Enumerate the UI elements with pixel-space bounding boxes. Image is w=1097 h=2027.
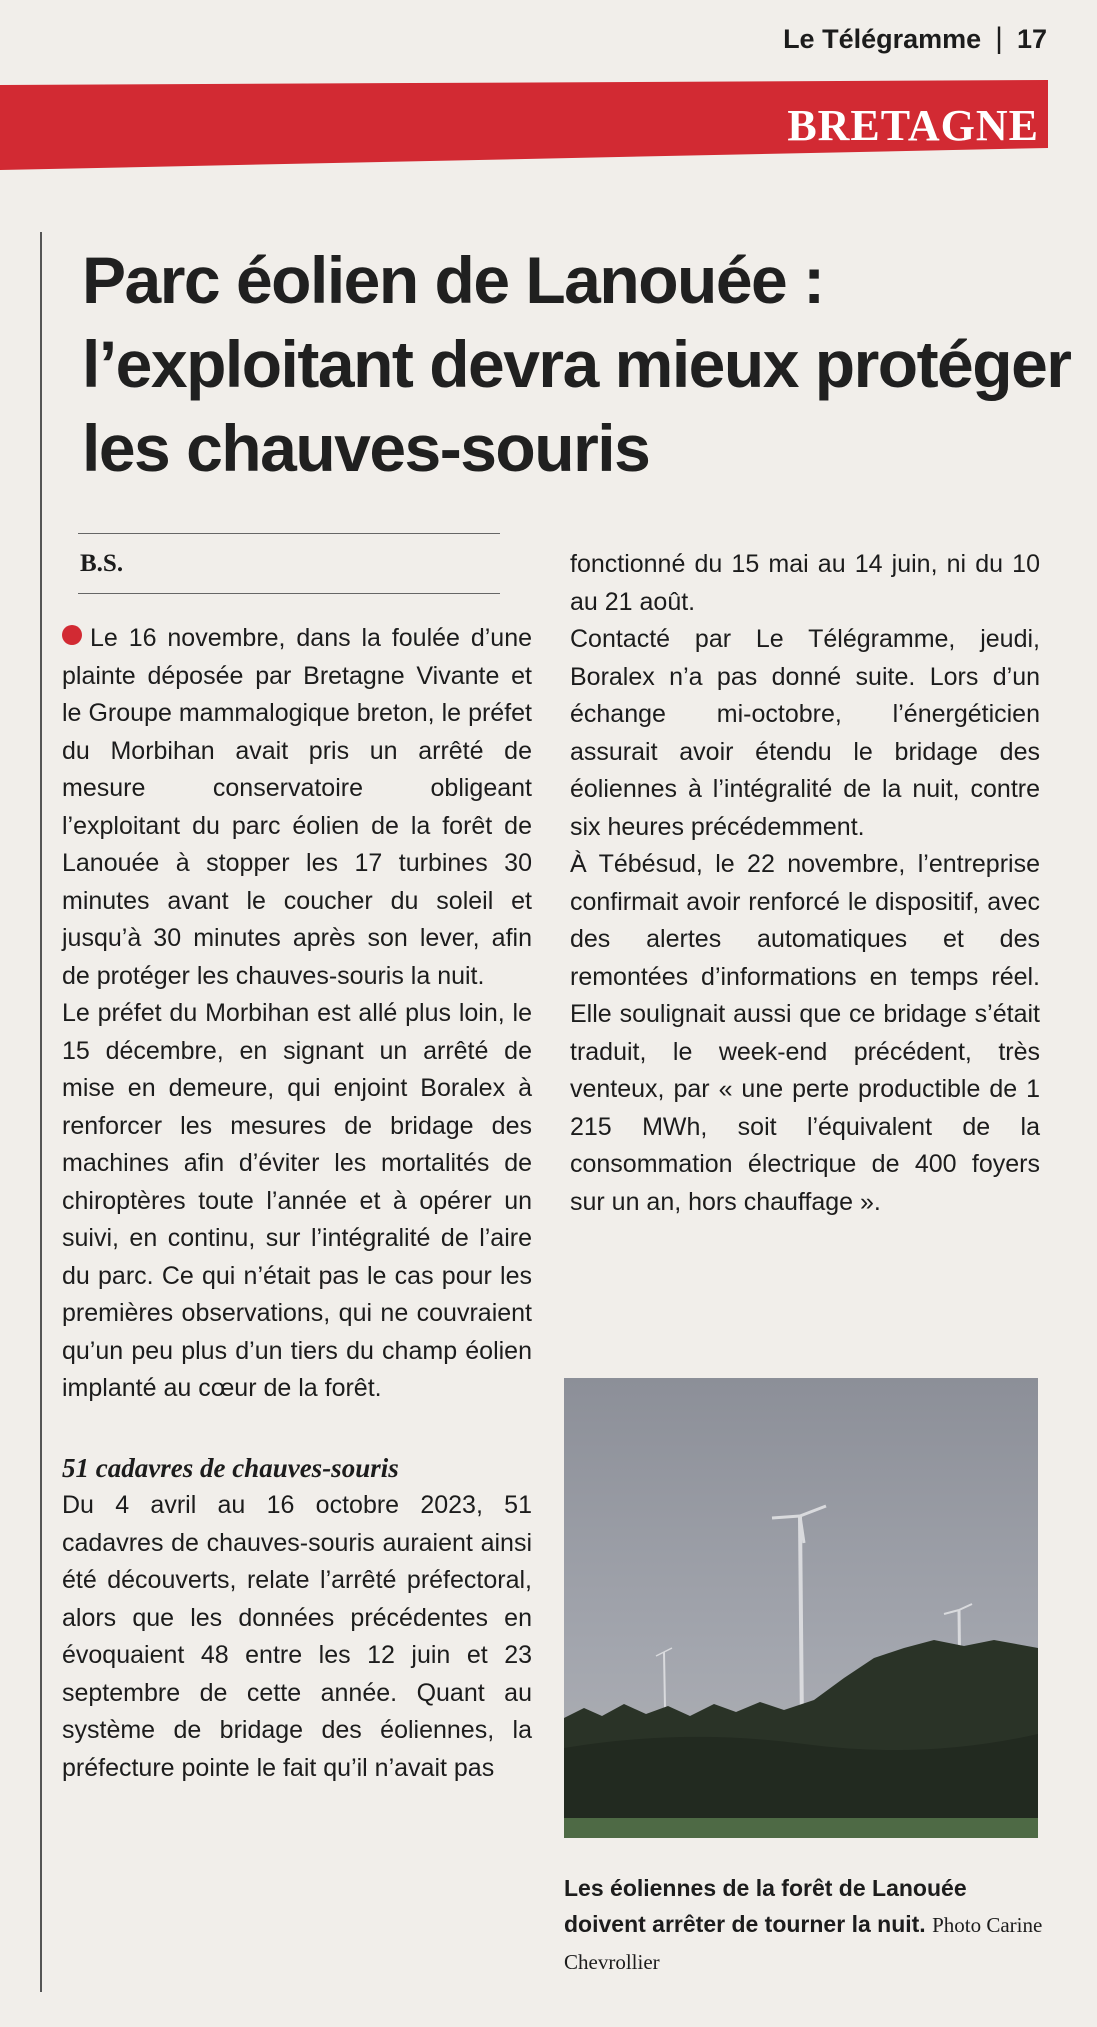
caption-text: Les éoliennes de la forêt de Lanouée doivent arrêter de tourner la nuit. [564,1875,967,1937]
paragraph: Le 16 novembre, dans la foulée d’une plainte déposée par Bretagne Vivante et le Groupe mammalogique breton, le préfet du Morbihan avait pris un arrêté de mesure conservatoire obligeant l’exploitant du parc éolien de la forêt de Lanouée à stopper les 17 turbines 30 minutes avant le coucher du soleil et jusqu’à 30 minutes après son lever, afin de protéger les chauves-souris la nuit. [62,624,532,990]
section-title: BRETAGNE [787,101,1039,150]
byline-top-rule [78,533,500,534]
wind-turbine-photo [564,1378,1038,1838]
newspaper-name: Le Télégramme [783,23,982,54]
photo-caption [564,1870,1044,1980]
paragraph: À Tébésud, le 22 novembre, l’entreprise confirmait avoir renforcé le dispositif, avec des alertes automatiques et des remontées d’informations en temps réel. Elle soulignait aussi que ce bridage s’était traduit, le week-end précédent, très venteux, par « une perte productible de 1 215 MWh, soit l’équivalent de la consommation électrique de 400 foyers sur un an, hors chauffage ». [570,850,1040,1216]
paragraph: Le préfet du Morbihan est allé plus loin, le 15 décembre, en signant un arrêté de mise en demeure, qui enjoint Boralex à renforcer les mesures de bridage des machines afin d’éviter les mortalités de chiroptères toute l’année et à opérer un suivi, en continu, sur l’intégralité de l’aire du parc. Ce qui n’était pas le cas pour les premières observations, qui ne couvraient qu’un peu plus d’un tiers du champ éolien implanté au cœur de la forêt. [62,999,532,1402]
byline: B.S. [80,550,124,577]
page-header [783,22,1047,56]
photo-credit: Photo Carine Chevrollier [564,1913,1043,1974]
header-separator: | [995,22,1003,55]
byline-bottom-rule [78,593,500,594]
paragraph: Du 4 avril au 16 octobre 2023, 51 cadavres de chauves-souris auraient ainsi été découverts, relate l’arrêté préfectoral, alors que les données précédentes en évoquaient 48 entre les 12 juin et 23 septembre de cette année. Quant au système de bridage des éoliennes, la préfecture pointe le fait qu’il n’avait pas [62,1491,532,1782]
column-rule [40,232,42,1992]
right-column [570,546,1040,1221]
headline: Parc éolien de Lanouée : l’exploitant devra mieux protéger les chauves-souris [82,243,1071,485]
subheading: 51 cadavres de chauves-souris [62,1452,399,1483]
page-number: 17 [1016,23,1047,54]
paragraph: fonctionné du 15 mai au 14 juin, ni du 10 au 21 août. [570,550,1040,616]
red-bullet-icon [62,625,82,645]
left-column [62,620,532,1787]
paragraph: Contacté par Le Télégramme, jeudi, Boralex n’a pas donné suite. Lors d’un échange mi-octobre, l’énergéticien assurait avoir étendu le bridage des éoliennes à l’intégralité de la nuit, contre six heures précédemment. [570,625,1040,841]
